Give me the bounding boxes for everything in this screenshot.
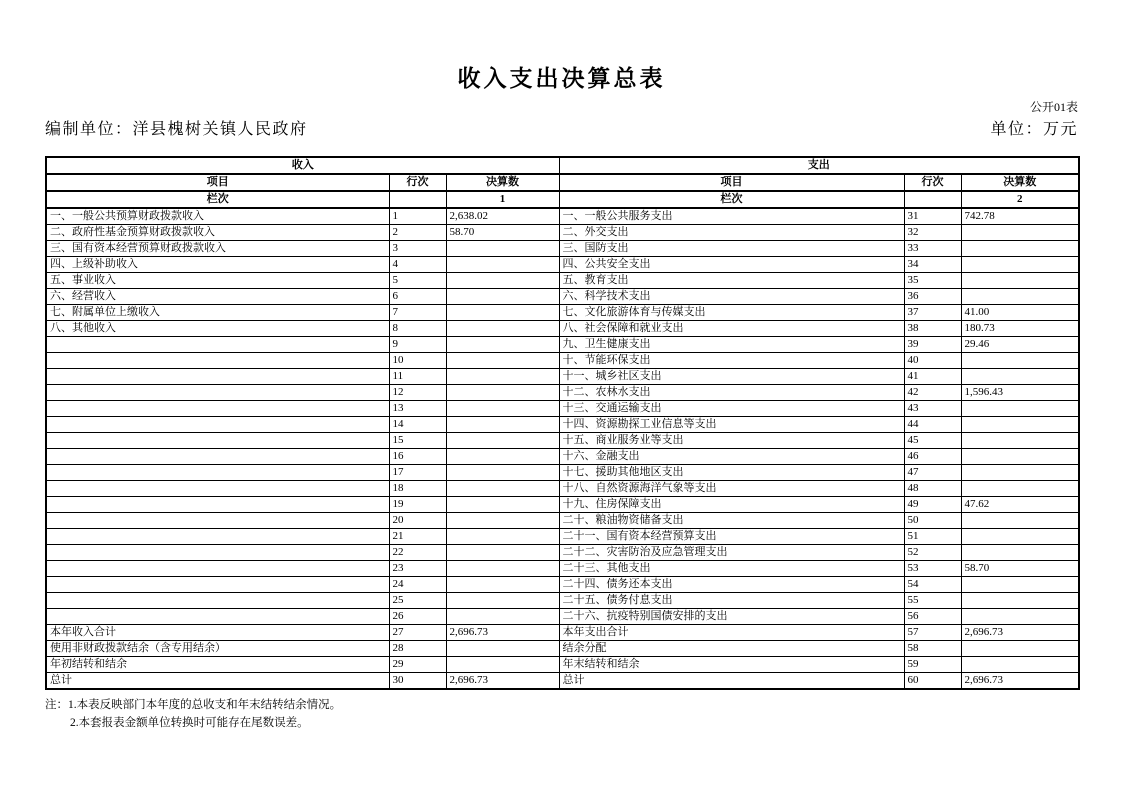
expense-item-cell: 二十一、国有资本经营预算支出 — [559, 529, 904, 545]
expense-item-cell: 九、卫生健康支出 — [559, 337, 904, 353]
table-row — [46, 305, 1079, 321]
expense-amount-header: 决算数 — [961, 174, 1079, 191]
income-index-label: 栏次 — [46, 191, 389, 208]
expense-amount-cell — [961, 257, 1079, 273]
income-section-header: 收入 — [46, 157, 559, 174]
income-amount-cell — [446, 561, 559, 577]
column-index-row — [46, 191, 1079, 208]
expense-amount-cell: 742.78 — [961, 208, 1079, 225]
income-amount-cell — [446, 305, 559, 321]
expense-amount-cell — [961, 369, 1079, 385]
table-row — [46, 545, 1079, 561]
income-amount-cell — [446, 529, 559, 545]
income-amount-cell — [446, 401, 559, 417]
unit-label: 单位：万元 — [990, 121, 1078, 138]
income-item-cell — [46, 609, 389, 625]
table-row — [46, 449, 1079, 465]
expense-amount-cell — [961, 417, 1079, 433]
expense-index-label: 栏次 — [559, 191, 904, 208]
expense-item-cell: 结余分配 — [559, 641, 904, 657]
expense-line-cell: 56 — [904, 609, 961, 625]
income-line-cell: 19 — [389, 497, 446, 513]
income-line-cell: 30 — [389, 673, 446, 690]
income-amount-cell — [446, 241, 559, 257]
income-item-cell: 总计 — [46, 673, 389, 690]
table-row — [46, 353, 1079, 369]
column-header-row — [46, 174, 1079, 191]
income-item-cell: 五、事业收入 — [46, 273, 389, 289]
expense-line-cell: 33 — [904, 241, 961, 257]
expense-item-cell: 十八、自然资源海洋气象等支出 — [559, 481, 904, 497]
income-amount-cell — [446, 449, 559, 465]
expense-section-header: 支出 — [559, 157, 1079, 174]
income-amount-cell — [446, 417, 559, 433]
income-amount-cell: 58.70 — [446, 225, 559, 241]
expense-amount-cell — [961, 657, 1079, 673]
income-line-cell: 13 — [389, 401, 446, 417]
expense-item-cell: 二十三、其他支出 — [559, 561, 904, 577]
expense-item-cell: 年末结转和结余 — [559, 657, 904, 673]
expense-item-cell: 十、节能环保支出 — [559, 353, 904, 369]
expense-item-cell: 七、文化旅游体育与传媒支出 — [559, 305, 904, 321]
income-amount-cell — [446, 609, 559, 625]
table-row — [46, 529, 1079, 545]
income-item-cell — [46, 369, 389, 385]
table-row — [46, 561, 1079, 577]
income-line-cell: 4 — [389, 257, 446, 273]
table-row — [46, 657, 1079, 673]
expense-line-cell: 54 — [904, 577, 961, 593]
income-line-cell: 25 — [389, 593, 446, 609]
expense-item-cell: 一、一般公共服务支出 — [559, 208, 904, 225]
expense-amount-cell — [961, 545, 1079, 561]
expense-line-cell: 47 — [904, 465, 961, 481]
expense-line-cell: 49 — [904, 497, 961, 513]
table-row — [46, 513, 1079, 529]
expense-amount-cell: 58.70 — [961, 561, 1079, 577]
expense-amount-cell — [961, 593, 1079, 609]
income-line-cell: 26 — [389, 609, 446, 625]
income-line-cell: 16 — [389, 449, 446, 465]
income-line-cell: 5 — [389, 273, 446, 289]
income-item-cell: 二、政府性基金预算财政拨款收入 — [46, 225, 389, 241]
income-item-cell — [46, 449, 389, 465]
expense-line-cell: 59 — [904, 657, 961, 673]
table-row — [46, 289, 1079, 305]
table-code-label: 公开01表 — [1029, 100, 1078, 114]
expense-line-cell: 38 — [904, 321, 961, 337]
expense-item-cell: 十九、住房保障支出 — [559, 497, 904, 513]
expense-item-cell: 八、社会保障和就业支出 — [559, 321, 904, 337]
expense-item-cell: 十七、援助其他地区支出 — [559, 465, 904, 481]
income-item-cell — [46, 593, 389, 609]
income-item-cell — [46, 481, 389, 497]
income-item-cell — [46, 385, 389, 401]
expense-amount-cell: 47.62 — [961, 497, 1079, 513]
income-amount-cell — [446, 513, 559, 529]
expense-index-empty — [904, 191, 961, 208]
section-header-row — [46, 157, 1079, 174]
income-amount-cell — [446, 465, 559, 481]
income-amount-cell: 2,638.02 — [446, 208, 559, 225]
income-amount-cell — [446, 337, 559, 353]
income-line-cell: 23 — [389, 561, 446, 577]
income-amount-cell — [446, 321, 559, 337]
income-item-cell: 年初结转和结余 — [46, 657, 389, 673]
expense-item-cell: 二、外交支出 — [559, 225, 904, 241]
expense-item-cell: 十四、资源勘探工业信息等支出 — [559, 417, 904, 433]
expense-amount-cell — [961, 513, 1079, 529]
income-item-cell — [46, 497, 389, 513]
income-column-index: 1 — [446, 191, 559, 208]
expense-line-cell: 40 — [904, 353, 961, 369]
table-row — [46, 241, 1079, 257]
table-row — [46, 641, 1079, 657]
income-amount-cell — [446, 385, 559, 401]
table-row — [46, 609, 1079, 625]
income-line-cell: 12 — [389, 385, 446, 401]
expense-amount-cell: 2,696.73 — [961, 673, 1079, 690]
income-line-cell: 21 — [389, 529, 446, 545]
expense-line-cell: 34 — [904, 257, 961, 273]
expense-line-cell: 42 — [904, 385, 961, 401]
expense-amount-cell — [961, 401, 1079, 417]
expense-item-cell: 三、国防支出 — [559, 241, 904, 257]
income-item-cell — [46, 545, 389, 561]
expense-line-header: 行次 — [904, 174, 961, 191]
expense-line-cell: 31 — [904, 208, 961, 225]
table-row — [46, 385, 1079, 401]
income-item-cell — [46, 353, 389, 369]
expense-item-cell: 十二、农林水支出 — [559, 385, 904, 401]
expense-item-cell: 总计 — [559, 673, 904, 690]
table-row — [46, 577, 1079, 593]
table-row — [46, 673, 1079, 690]
table-row — [46, 593, 1079, 609]
expense-line-cell: 51 — [904, 529, 961, 545]
income-item-cell: 三、国有资本经营预算财政拨款收入 — [46, 241, 389, 257]
footnote-1: 注：1.本表反映部门本年度的总收支和年末结转结余情况。 — [45, 699, 342, 711]
expense-line-cell: 37 — [904, 305, 961, 321]
income-amount-header: 决算数 — [446, 174, 559, 191]
income-line-cell: 6 — [389, 289, 446, 305]
income-line-cell: 18 — [389, 481, 446, 497]
income-item-cell — [46, 433, 389, 449]
expense-line-cell: 57 — [904, 625, 961, 641]
income-amount-cell — [446, 353, 559, 369]
expense-line-cell: 43 — [904, 401, 961, 417]
income-item-cell — [46, 513, 389, 529]
income-item-cell — [46, 337, 389, 353]
income-line-cell: 20 — [389, 513, 446, 529]
table-row — [46, 337, 1079, 353]
expense-column-index: 2 — [961, 191, 1079, 208]
expense-line-cell: 46 — [904, 449, 961, 465]
expense-amount-cell — [961, 353, 1079, 369]
income-item-cell — [46, 401, 389, 417]
income-line-cell: 14 — [389, 417, 446, 433]
income-amount-cell — [446, 497, 559, 513]
expense-item-cell: 十三、交通运输支出 — [559, 401, 904, 417]
income-amount-cell — [446, 289, 559, 305]
income-line-cell: 11 — [389, 369, 446, 385]
expense-line-cell: 35 — [904, 273, 961, 289]
income-line-cell: 28 — [389, 641, 446, 657]
footnotes — [45, 696, 1078, 732]
prepared-by-label: 编制单位：洋县槐树关镇人民政府 — [45, 121, 308, 138]
income-amount-cell — [446, 257, 559, 273]
expense-item-cell: 本年支出合计 — [559, 625, 904, 641]
income-amount-cell: 2,696.73 — [446, 625, 559, 641]
expense-line-cell: 52 — [904, 545, 961, 561]
income-line-cell: 29 — [389, 657, 446, 673]
income-item-cell: 一、一般公共预算财政拨款收入 — [46, 208, 389, 225]
expense-amount-cell — [961, 641, 1079, 657]
table-row — [46, 369, 1079, 385]
expense-item-cell: 二十四、债务还本支出 — [559, 577, 904, 593]
income-index-empty — [389, 191, 446, 208]
income-line-cell: 2 — [389, 225, 446, 241]
expense-amount-cell — [961, 529, 1079, 545]
expense-amount-cell — [961, 449, 1079, 465]
expense-amount-cell — [961, 481, 1079, 497]
table-row — [46, 433, 1079, 449]
income-amount-cell: 2,696.73 — [446, 673, 559, 690]
expense-line-cell: 58 — [904, 641, 961, 657]
income-line-cell: 8 — [389, 321, 446, 337]
expense-line-cell: 44 — [904, 417, 961, 433]
expense-amount-cell — [961, 289, 1079, 305]
expense-line-cell: 48 — [904, 481, 961, 497]
expense-item-cell: 十一、城乡社区支出 — [559, 369, 904, 385]
income-line-cell: 1 — [389, 208, 446, 225]
expense-item-cell: 二十、粮油物资储备支出 — [559, 513, 904, 529]
expense-amount-cell — [961, 433, 1079, 449]
table-row — [46, 417, 1079, 433]
table-row — [46, 225, 1079, 241]
expense-item-cell: 四、公共安全支出 — [559, 257, 904, 273]
expense-line-cell: 60 — [904, 673, 961, 690]
income-item-cell: 使用非财政拨款结余（含专用结余） — [46, 641, 389, 657]
expense-item-cell: 十五、商业服务业等支出 — [559, 433, 904, 449]
expense-item-header: 项目 — [559, 174, 904, 191]
table-row — [46, 321, 1079, 337]
expense-amount-cell — [961, 609, 1079, 625]
table-header — [46, 157, 1079, 208]
expense-item-cell: 二十二、灾害防治及应急管理支出 — [559, 545, 904, 561]
expense-amount-cell: 1,596.43 — [961, 385, 1079, 401]
expense-line-cell: 32 — [904, 225, 961, 241]
expense-amount-cell — [961, 225, 1079, 241]
table-row — [46, 465, 1079, 481]
income-amount-cell — [446, 481, 559, 497]
expense-line-cell: 39 — [904, 337, 961, 353]
income-line-cell: 7 — [389, 305, 446, 321]
income-amount-cell — [446, 657, 559, 673]
table-row — [46, 401, 1079, 417]
table-row — [46, 497, 1079, 513]
income-item-cell: 八、其他收入 — [46, 321, 389, 337]
expense-amount-cell: 180.73 — [961, 321, 1079, 337]
income-item-cell: 七、附属单位上缴收入 — [46, 305, 389, 321]
income-item-header: 项目 — [46, 174, 389, 191]
income-line-cell: 15 — [389, 433, 446, 449]
income-amount-cell — [446, 577, 559, 593]
expense-line-cell: 45 — [904, 433, 961, 449]
income-line-cell: 3 — [389, 241, 446, 257]
expense-amount-cell — [961, 273, 1079, 289]
income-line-header: 行次 — [389, 174, 446, 191]
income-item-cell — [46, 465, 389, 481]
expense-amount-cell: 2,696.73 — [961, 625, 1079, 641]
income-line-cell: 10 — [389, 353, 446, 369]
expense-amount-cell — [961, 241, 1079, 257]
income-line-cell: 24 — [389, 577, 446, 593]
income-item-cell: 六、经营收入 — [46, 289, 389, 305]
income-item-cell: 本年收入合计 — [46, 625, 389, 641]
expense-amount-cell: 29.46 — [961, 337, 1079, 353]
expense-item-cell: 十六、金融支出 — [559, 449, 904, 465]
footnote-2: 2.本套报表金额单位转换时可能存在尾数误差。 — [70, 717, 309, 729]
meta-row — [45, 116, 1078, 139]
final-accounts-table — [45, 156, 1080, 690]
table-row — [46, 208, 1079, 225]
income-line-cell: 17 — [389, 465, 446, 481]
table-row — [46, 273, 1079, 289]
income-item-cell — [46, 577, 389, 593]
expense-item-cell: 六、科学技术支出 — [559, 289, 904, 305]
expense-line-cell: 50 — [904, 513, 961, 529]
expense-line-cell: 53 — [904, 561, 961, 577]
income-amount-cell — [446, 593, 559, 609]
table-row — [46, 481, 1079, 497]
table-row — [46, 625, 1079, 641]
income-line-cell: 22 — [389, 545, 446, 561]
expense-item-cell: 二十六、抗疫特别国债安排的支出 — [559, 609, 904, 625]
income-item-cell — [46, 417, 389, 433]
income-item-cell — [46, 561, 389, 577]
income-amount-cell — [446, 545, 559, 561]
income-amount-cell — [446, 433, 559, 449]
expense-item-cell: 五、教育支出 — [559, 273, 904, 289]
expense-amount-cell — [961, 465, 1079, 481]
expense-line-cell: 55 — [904, 593, 961, 609]
income-item-cell — [46, 529, 389, 545]
income-amount-cell — [446, 641, 559, 657]
expense-item-cell: 二十五、债务付息支出 — [559, 593, 904, 609]
expense-line-cell: 41 — [904, 369, 961, 385]
income-amount-cell — [446, 369, 559, 385]
income-amount-cell — [446, 273, 559, 289]
page-title: 收入支出决算总表 — [457, 66, 666, 91]
table-body — [46, 208, 1079, 689]
expense-amount-cell — [961, 577, 1079, 593]
income-line-cell: 9 — [389, 337, 446, 353]
income-item-cell: 四、上级补助收入 — [46, 257, 389, 273]
income-line-cell: 27 — [389, 625, 446, 641]
table-row — [46, 257, 1079, 273]
expense-amount-cell: 41.00 — [961, 305, 1079, 321]
expense-line-cell: 36 — [904, 289, 961, 305]
